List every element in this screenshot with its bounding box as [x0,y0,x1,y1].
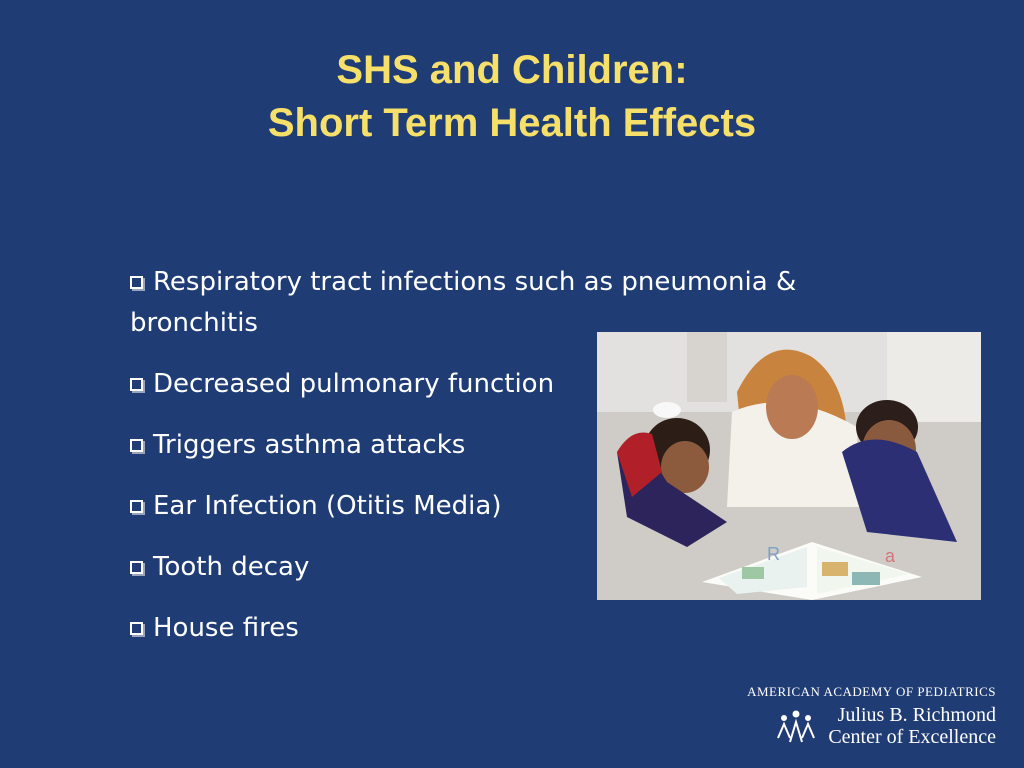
book-picture-2 [822,562,848,576]
bullet-text: Ear Infection (Otitis Media) [153,491,502,521]
girl-hair-bow [653,402,681,418]
checkbox-bullet-icon [130,561,143,574]
checkbox-bullet-icon [130,378,143,391]
logo-center-subtitle: Center of Excellence [828,726,996,748]
book-picture-3 [852,572,880,585]
bullet-item [130,608,870,649]
title-line-2: Short Term Health Effects [267,101,757,145]
aap-logo [747,684,996,754]
woman-face [766,375,818,439]
book-letter-r: R [767,544,780,564]
children-reading-photo [597,332,981,600]
photo-illustration [597,332,981,600]
checkbox-bullet-icon [130,439,143,452]
bullet-text: Triggers asthma attacks [153,430,466,460]
title-line-1: SHS and Children: [336,48,688,92]
logo-organization-name: AMERICAN ACADEMY OF PEDIATRICS [747,684,996,699]
logo-center-name: Julius B. Richmond [837,704,996,726]
bullet-text: Tooth decay [153,552,310,582]
bullet-text: Decreased pulmonary function [153,369,555,399]
checkbox-bullet-icon [130,276,143,289]
children-figures-icon [776,708,816,748]
bullet-text: Respiratory tract infections such as pneumonia & bronchitis [130,267,797,338]
slide-title [0,44,1024,150]
book-picture-1 [742,567,764,579]
bullet-text: House fires [153,613,299,643]
book-letter-a: a [885,546,896,566]
checkbox-bullet-icon [130,622,143,635]
checkbox-bullet-icon [130,500,143,513]
door-frame [687,332,727,402]
